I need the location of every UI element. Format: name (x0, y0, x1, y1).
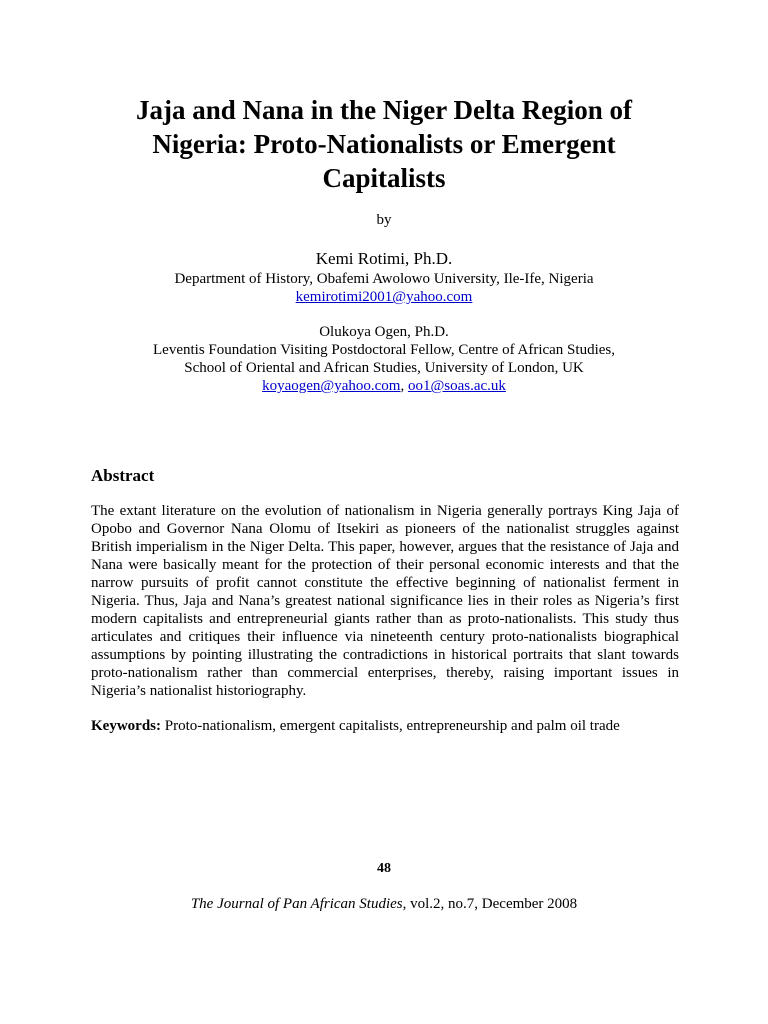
author-1-email-line (0, 288, 768, 306)
author-2-affiliation-line-2: School of Oriental and African Studies, University of London, UK (184, 360, 584, 376)
keywords-text: Proto-nationalism, emergent capitalists, entrepreneurship and palm oil trade (161, 718, 620, 734)
journal-name: The Journal of Pan African Studies (190, 896, 403, 912)
author-1-name: Kemi Rotimi, Ph.D. (315, 249, 453, 268)
abstract-heading: Abstract (91, 466, 155, 485)
author-1-email-link[interactable]: kemirotimi2001@yahoo.com (295, 289, 473, 305)
author-2-email-link-2[interactable]: oo1@soas.ac.uk (407, 378, 506, 394)
author-2-name: Olukoya Ogen, Ph.D. (319, 324, 449, 340)
keywords-paragraph (91, 717, 679, 735)
paper-title: Jaja and Nana in the Niger Delta Region of Nigeria: Proto-Nationalists or Emergent Capitalists (136, 95, 632, 193)
journal-footer (0, 894, 768, 914)
author-2-affiliation-line-1: Leventis Foundation Visiting Postdoctoral Fellow, Centre of African Studies, (153, 342, 615, 358)
journal-details: , vol.2, no.7, December 2008 (402, 896, 578, 912)
abstract-body: The extant literature on the evolution of nationalism in Nigeria generally portrays King Jaja of Opobo and Governor Nana Olomu of Itsekiri as pioneers of the nationalist struggles against British imperialism in the Niger Delta. This paper, however, argues that the resistance of Jaja and Nana were basically meant for the protection of their personal economic interests and that the narrow pursuits of profit cannot constitute the effective beginning of nationalist ferment in Nigeria. Thus, Jaja and Nana’s greatest national significance lies in their roles as Nigeria’s first modern capitalists and entrepreneurial giants rather than as proto-nationalists. This study thus articulates and critiques their influence via nineteenth century proto-nationalists biographical assumptions by pointing illustrating the contradictions in historical portraits that slant towards proto-nationalism rather than commercial enterprises, thereby, raising important issues in Nigeria’s nationalist historiography. (91, 503, 679, 699)
keywords-label: Keywords: (91, 718, 161, 734)
author-1-affiliation: Department of History, Obafemi Awolowo University, Ile-Ife, Nigeria (174, 271, 594, 287)
author-2-email-line (0, 377, 768, 395)
author-2-email-link-1[interactable]: koyaogen@yahoo.com (262, 378, 401, 394)
page-number: 48 (377, 861, 391, 876)
email-separator: , (400, 378, 408, 394)
by-line: by (376, 212, 392, 228)
